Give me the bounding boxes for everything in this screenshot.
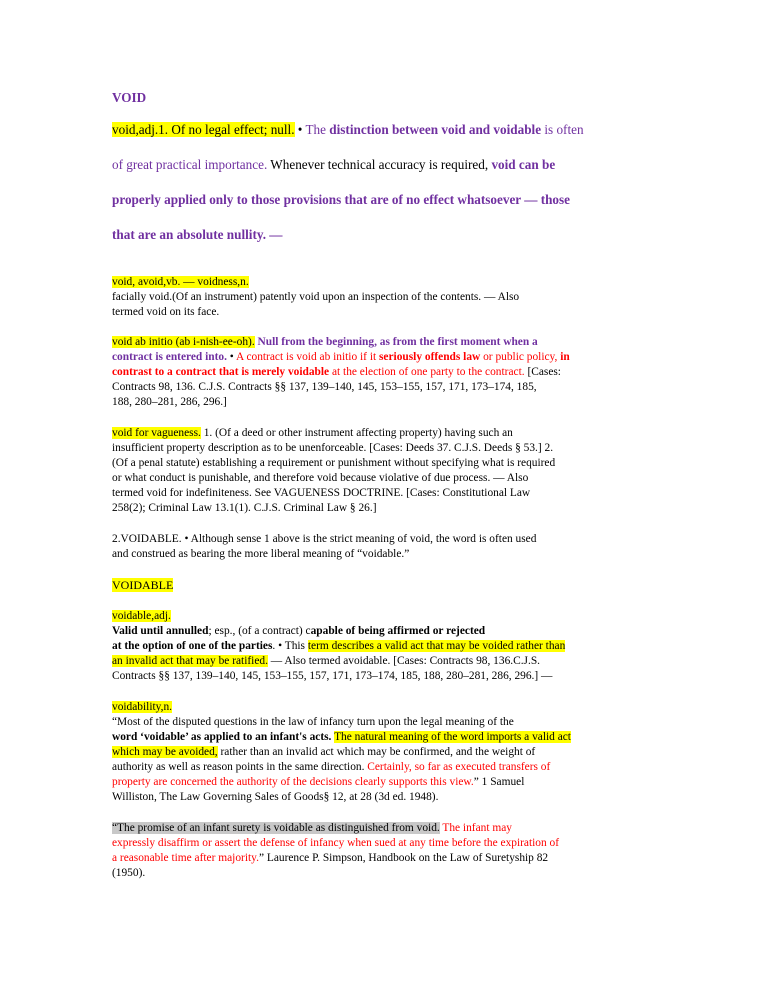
voidness-entry: void, avoid,vb. — voidness,n. facially void.(Of an instrument) patently void upon an inspection of the contents. — Also termed void on its face. — [112, 276, 520, 318]
void-for-vagueness-entry: void for vagueness. 1. (Of a deed or other instrument affecting property) having such an insufficient property description as to be unenforceable. [Cases: Deeds 37. C.J.S. Deeds § 53.] 2. (Of a penal statute) establishing a requirement or punishment without specifying what is required or what conduct is punishable, and therefore void because violative of due process. — Also termed void for indefiniteness. See VAGUENESS DOCTRINE. [Cases: Constitutional Law 258(2); Criminal Law 13.1(1). C.J.S. Criminal Law § 26.] — [112, 427, 556, 514]
void-definition — [112, 122, 584, 262]
voidable-sense-2: 2.VOIDABLE. • Although sense 1 above is the strict meaning of void, the word is often used and construed as bearing the more liberal meaning of “voidable.” — [112, 533, 537, 560]
voidability-entry: voidability,n. “Most of the disputed questions in the law of infancy turn upon the legal meaning of the word ‘voidable’ as applied to an infant's acts. The natural meaning of the word imports a valid act which may be avoided, rather than an invalid act which may be confirmed, and the weight of authority as well as reason points in the same direction. Certainly, so far as executed transfers of property are concerned the authority of the decisions clearly supports this view.” 1 Samuel Williston, The Law Governing Sales of Goods§ 12, at 28 (3d ed. 1948). — [112, 701, 571, 803]
void-def-line-3: properly applied only to those provisions that are of no effect whatsoever — those — [112, 192, 571, 207]
voidable-adj-entry: voidable,adj. Valid until annulled; esp., (of a contract) capable of being affirmed or rejected at the option of one of the parties. • This term describes a valid act that may be voided rather than an invalid act that may be ratified. — Also termed avoidable. [Cases: Contracts 98, 136.C.J.S. Contracts §§ 137, 139–140, 145, 153–155, 157, 171, 173–174, 185, 188, 280–281, 286, 296.] — — [112, 610, 566, 682]
void-ab-initio-entry: void ab initio (ab i-nish-ee-oh). Null from the beginning, as from the first moment when a contract is entered into. • A contract is void ab initio if it seriously offends law or public policy, in contrast to a contract that is merely voidable at the election of one party to the contract. [Cases: Contracts 98, 136. C.J.S. Contracts §§ 137, 139–140, 145, 153–155, 157, 171, 173–174, 185, 188, 280–281, 286, 296.] — [112, 336, 570, 408]
void-def-line-1: void,adj.1. Of no legal effect; null. • The distinction between void and voidable is often — [112, 122, 584, 137]
void-def-line-2: of great practical importance. Whenever technical accuracy is required, void can be — [112, 157, 556, 172]
void-def-line-4: that are an absolute nullity. — — [112, 227, 283, 242]
infant-surety-quote: “The promise of an infant surety is voidable as distinguished from void. The infant may expressly disaffirm or assert the defense of infancy when sued at any time before the expiration of a reasonable time after majority.” Laurence P. Simpson, Handbook on the Law of Suretyship 82 (1950). — [112, 822, 560, 879]
voidable-heading: VOIDABLE — [112, 578, 174, 592]
void-heading: VOID — [112, 90, 147, 105]
